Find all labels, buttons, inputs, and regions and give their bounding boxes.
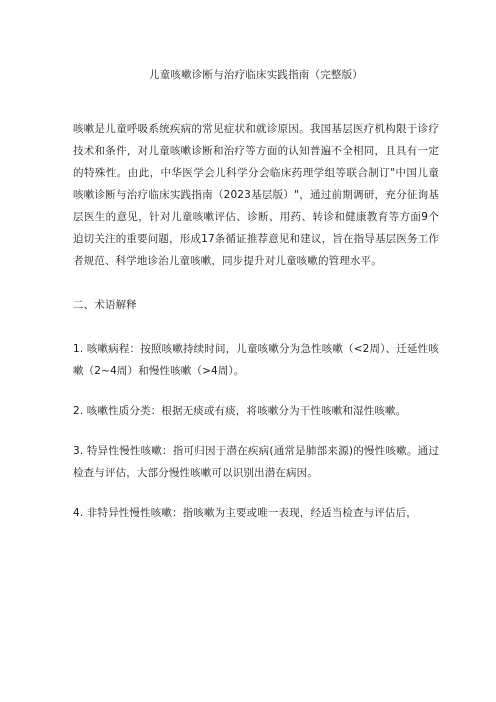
document-title: 儿童咳嗽诊断与治疗临床实践指南（完整版）: [149, 69, 363, 81]
section-heading: 二、术语解释: [73, 299, 137, 311]
term-item-4: 4. 非特异性慢性咳嗽：指咳嗽为主要或唯一表现，经适当检查与评估后，: [73, 507, 417, 519]
term-item-2: 2. 咳嗽性质分类：根据无痰或有痰，将咳嗽分为干性咳嗽和湿性咳嗽。: [73, 405, 407, 417]
term-item-1: 1. 咳嗽病程：按照咳嗽持续时间，儿童咳嗽分为急性咳嗽（<2周）、迁延性咳嗽（2~4周）和慢性咳嗽（>4周）。: [73, 343, 439, 377]
intro-paragraph: 咳嗽是儿童呼吸系统疾病的常见症状和就诊原因。我国基层医疗机构限于诊疗技术和条件，对儿童咳嗽诊断和治疗等方面的认知普遍不全相同，且具有一定的特殊性。由此，中华医学会儿科学分会临床药理学组等联合制订"中国儿童咳嗽诊断与治疗临床实践指南（2023基层版）"，通过前期调研，充分征询基层医生的意见，针对儿童咳嗽评估、诊断、用药、转诊和健康教育等方面9个迫切关注的重要问题，形成17条循证推荐意见和建议，旨在指导基层医务工作者规范、科学地诊治儿童咳嗽，同步提升对儿童咳嗽的管理水平。: [73, 123, 439, 267]
term-item-3: 3. 特异性慢性咳嗽：指可归因于潜在疾病(通常是肺部来源)的慢性咳嗽。通过检查与评估，大部分慢性咳嗽可以识别出潜在病因。: [73, 445, 439, 479]
